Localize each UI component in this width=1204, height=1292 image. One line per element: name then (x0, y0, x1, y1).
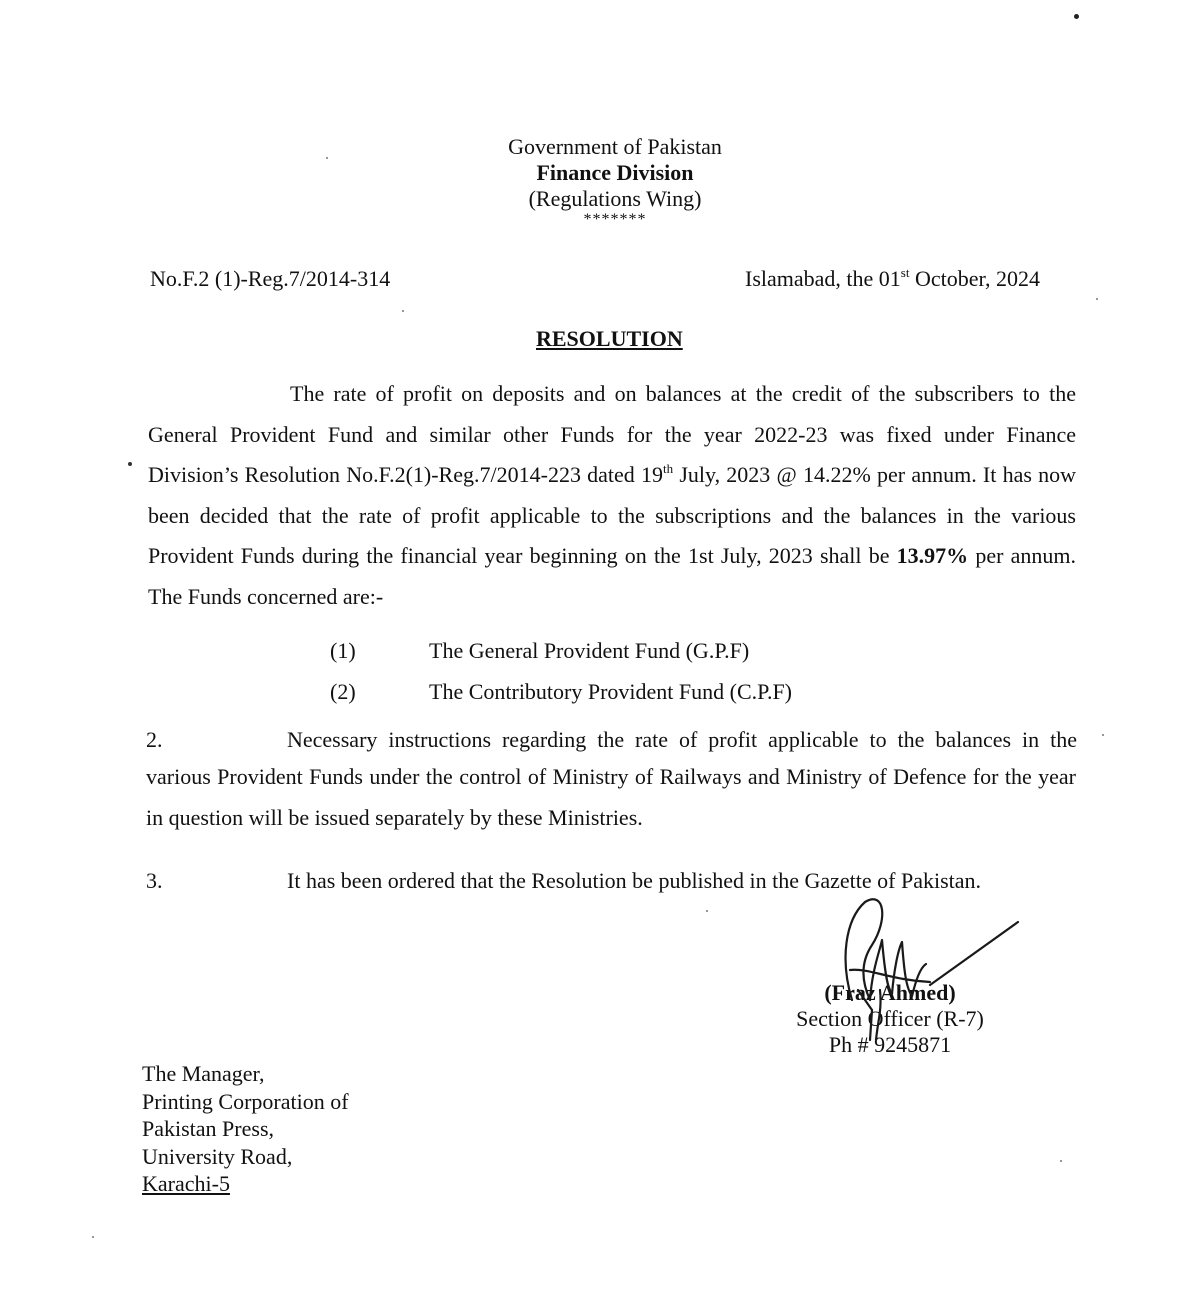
signatory-name: (Fraz Ahmed) (824, 980, 956, 1005)
signatory-phone: Ph # 9245871 (828, 1032, 952, 1057)
paragraph-3-number: 3. (146, 868, 163, 893)
scan-speck (402, 310, 404, 312)
division-title: Finance Division (536, 160, 694, 185)
paragraph-2-lead: Necessary instructions regarding the rate of profit applicable to the balances in the (287, 727, 1077, 752)
scan-speck (1102, 734, 1104, 736)
scan-speck (1096, 298, 1098, 300)
paragraph-1-text: The rate of profit on deposits and on balances at the credit of the subscribers to the General Provident Fund and similar other Funds for the year 2022-23 was fixed under Finance Division’s Resolution No.F.2(1)-Reg.7/2014-223 dated 19 (148, 381, 1076, 487)
addressee-block (142, 1060, 349, 1198)
scan-speck (1060, 1160, 1062, 1162)
fund-1-name: The General Provident Fund (G.P.F) (429, 638, 750, 663)
date-prefix: Islamabad, the 01 (745, 266, 901, 291)
reference-number: No.F.2 (1)-Reg.7/2014-314 (150, 266, 391, 291)
paragraph-2-body: various Provident Funds under the control of Ministry of Railways and Ministry of Defence for the year in question will be issued separately by these Ministries. (146, 764, 1076, 830)
paragraph-2-number: 2. (146, 727, 163, 752)
fund-2-number: (2) (330, 679, 356, 704)
scan-speck (128, 462, 132, 466)
paragraph-1-ordinal: th (663, 460, 674, 476)
letterhead (0, 134, 1204, 228)
scan-speck (326, 157, 328, 159)
scan-speck (92, 1236, 94, 1238)
addressee-line-1: The Manager, (142, 1061, 265, 1086)
addressee-city: Karachi-5 (142, 1171, 230, 1196)
profit-rate: 13.97% (896, 543, 969, 568)
separator-stars: ******* (583, 211, 647, 228)
scan-speck (706, 910, 708, 912)
fund-2-name: The Contributory Provident Fund (C.P.F) (429, 679, 793, 704)
wing-title: (Regulations Wing) (528, 186, 702, 211)
paragraph-1-text-cont: July, 2023 @ 14.22% per annum. It has now been decided that the rate of profit applicable to the subscriptions and the balances in the various Provident Funds during the financial year beginning on the 1st July, 2023 shall be (148, 462, 1077, 568)
signatory-designation: Section Officer (R-7) (796, 1006, 984, 1031)
issue-date (745, 266, 1040, 292)
scan-speck (1074, 14, 1079, 19)
addressee-line-4: University Road, (142, 1143, 293, 1169)
fund-1-number: (1) (330, 638, 356, 663)
paragraph-3-text: It has been ordered that the Resolution be published in the Gazette of Pakistan. (287, 868, 982, 893)
addressee-line-3: Pakistan Press, (142, 1116, 274, 1141)
addressee-line-2: Printing Corporation of (142, 1088, 349, 1114)
date-ordinal: st (900, 264, 910, 280)
date-suffix: October, 2024 (909, 266, 1040, 291)
handwritten-signature (810, 890, 1030, 1050)
document-title: RESOLUTION (536, 326, 683, 351)
paragraph-1-text-end: per annum. The Funds concerned are:- (148, 543, 1077, 609)
paragraph-1 (148, 374, 1076, 617)
government-title: Government of Pakistan (508, 134, 722, 159)
